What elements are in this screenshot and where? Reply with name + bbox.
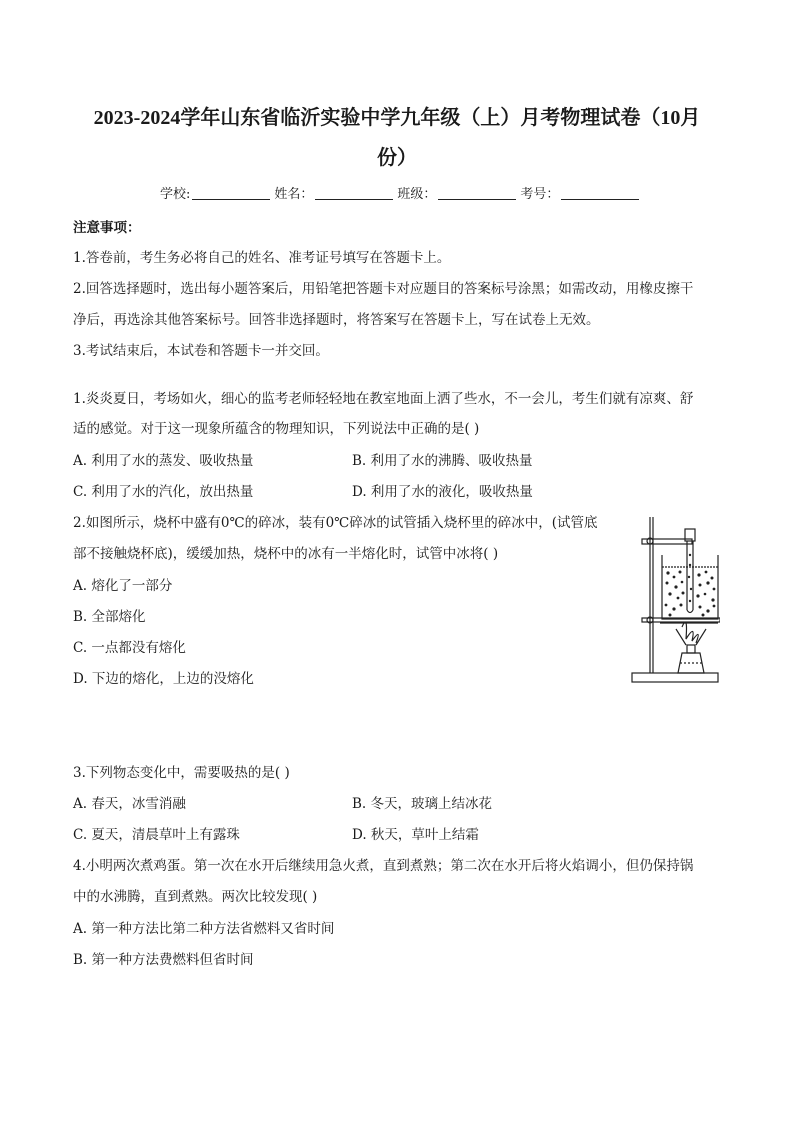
class-label: 班级： [397, 187, 437, 202]
exam-no-label: 考号： [520, 187, 560, 202]
beaker-test-tube-heating-figure [630, 515, 720, 687]
question-3-option-b: B. 冬天，玻璃上结冰花 [352, 796, 493, 812]
note-item-2-line2: 净后，再选涂其他答案标号。回答非选择题时，将答案写在答题卡上，写在试卷上无效。 [73, 312, 600, 328]
question-3-stem: 3.下列物态变化中，需要吸热的是( ) [73, 765, 290, 781]
question-1-option-a: A. 利用了水的蒸发、吸收热量 [73, 453, 254, 469]
class-blank [438, 185, 516, 200]
exam-title-line1: 2023-2024学年山东省临沂实验中学九年级（上）月考物理试卷（10月 [93, 107, 701, 129]
school-label: 学校: [160, 187, 191, 202]
question-1-option-c: C. 利用了水的汽化，放出热量 [73, 484, 254, 500]
exam-no-blank [561, 185, 639, 200]
student-info-row [160, 184, 660, 206]
question-1-option-b: B. 利用了水的沸腾、吸收热量 [352, 453, 533, 469]
question-2-option-b: B. 全部熔化 [73, 609, 146, 625]
question-3-option-d: D. 秋天，草叶上结霜 [352, 827, 479, 843]
question-4-option-a: A. 第一种方法比第二种方法省燃料又省时间 [73, 921, 335, 937]
school-blank [192, 185, 270, 200]
note-item-3: 3.考试结束后，本试卷和答题卡一并交回。 [73, 343, 329, 359]
question-3-option-c: C. 夏天，清晨草叶上有露珠 [73, 827, 240, 843]
note-item-2-line1: 2.回答选择题时，选出每小题答案后，用铅笔把答题卡对应题目的答案标号涂黑；如需改动，用橡皮擦干 [73, 281, 694, 297]
question-3-option-a: A. 春天，冰雪消融 [73, 796, 186, 812]
name-blank [315, 185, 393, 200]
exam-title-line2: 份） [377, 147, 417, 169]
name-label: 姓名： [274, 187, 314, 202]
question-2-option-a: A. 熔化了一部分 [73, 578, 173, 594]
question-2-option-d: D. 下边的熔化，上边的没熔化 [73, 671, 254, 687]
question-1-stem-line2: 适的感觉。对于这一现象所蕴含的物理知识，下列说法中正确的是( ) [73, 421, 480, 437]
question-2-option-c: C. 一点都没有熔化 [73, 640, 186, 656]
question-2-stem-line2: 部不接触烧杯底)，缓缓加热，烧杯中的冰有一半熔化时，试管中冰将( ) [73, 546, 499, 562]
notes-heading: 注意事项： [73, 220, 141, 236]
question-4-option-b: B. 第一种方法费燃料但省时间 [73, 952, 254, 968]
question-4-stem-line2: 中的水沸腾，直到煮熟。两次比较发现( ) [73, 889, 318, 905]
question-1-stem-line1: 1.炎炎夏日，考场如火，细心的监考老师轻轻地在教室地面上洒了些水，不一会儿，考生们就有凉爽、舒 [73, 391, 694, 407]
question-1-option-d: D. 利用了水的液化，吸收热量 [352, 484, 533, 500]
question-4-stem-line1: 4.小明两次煮鸡蛋。第一次在水开后继续用急火煮，直到煮熟；第二次在水开后将火焰调小，但仍保持锅 [73, 858, 694, 874]
note-item-1: 1.答卷前，考生务必将自己的姓名、准考证号填写在答题卡上。 [73, 250, 451, 266]
question-2-stem-line1: 2.如图所示，烧杯中盛有0℃的碎冰，装有0℃碎冰的试管插入烧杯里的碎冰中，(试管底 [73, 515, 598, 531]
